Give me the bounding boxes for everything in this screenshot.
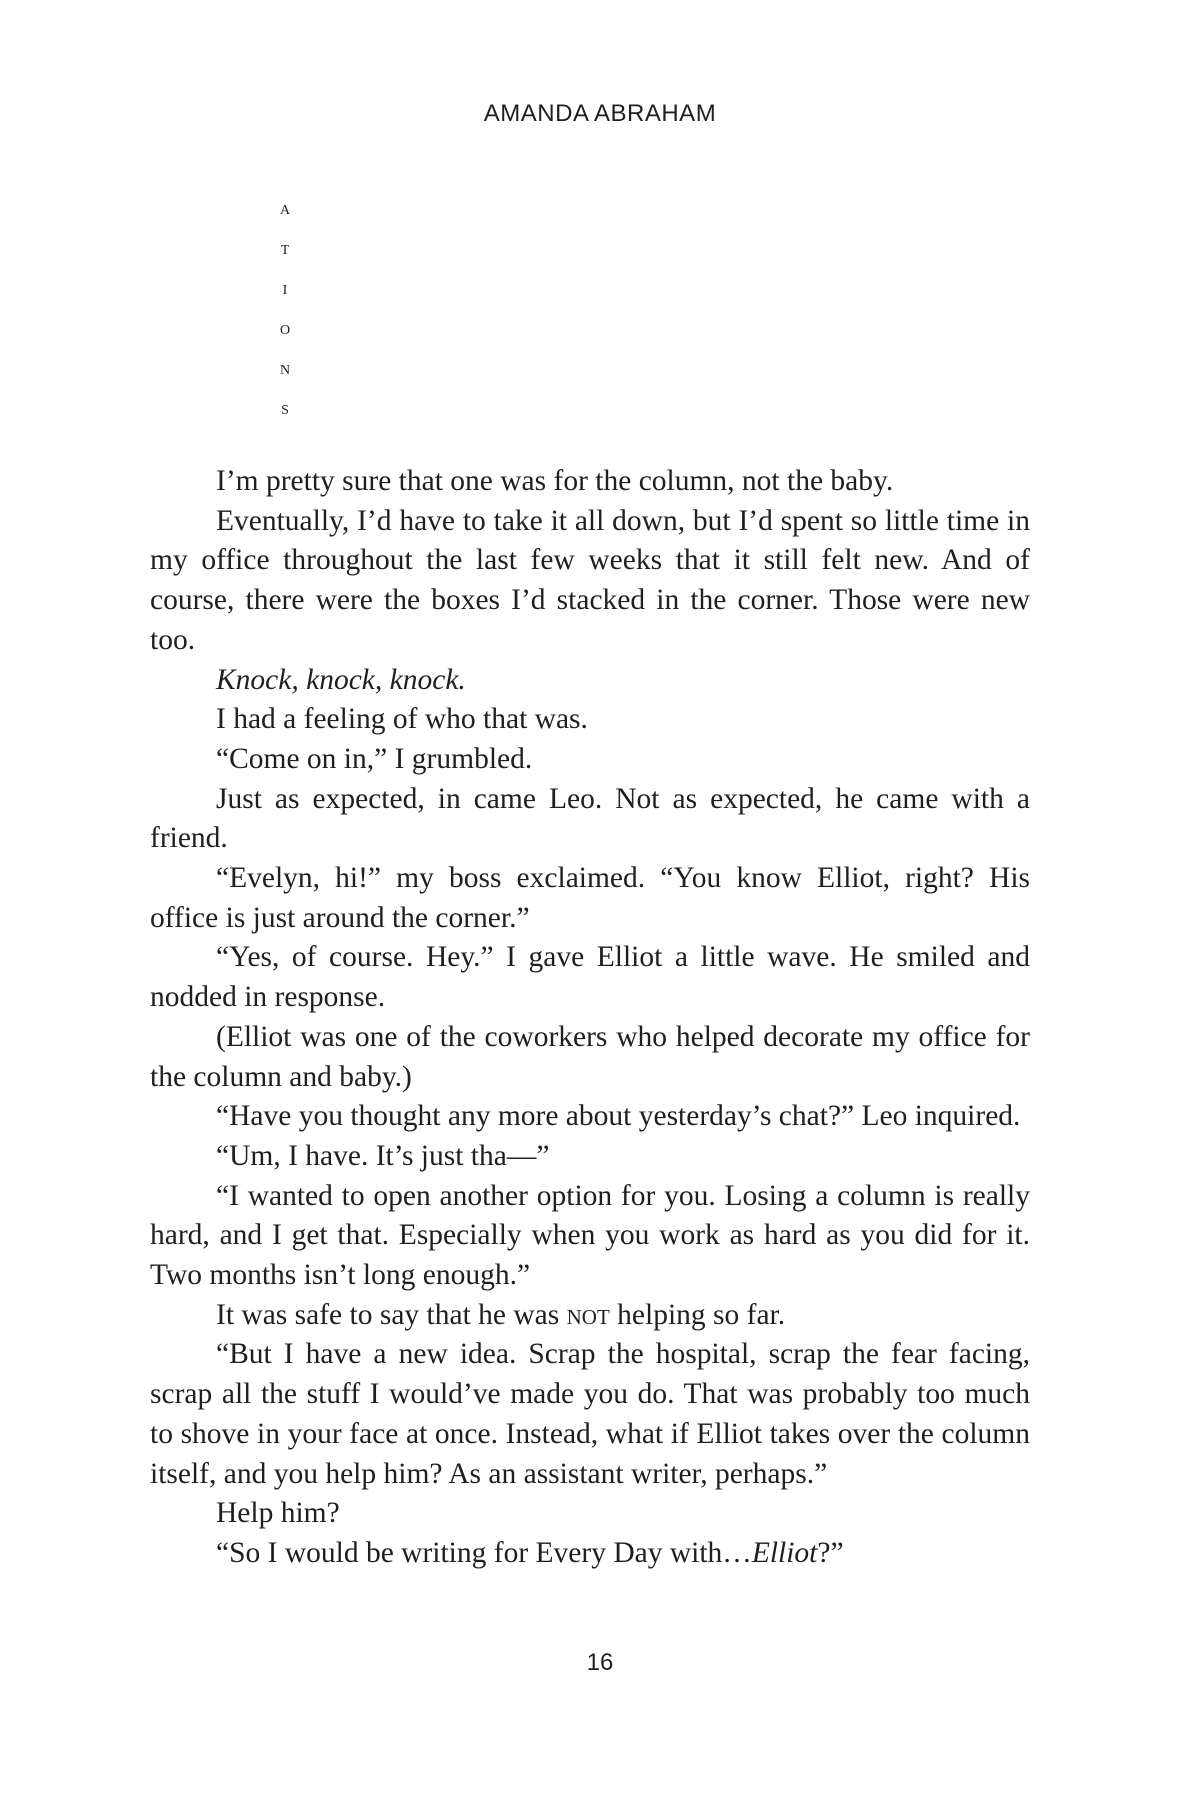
paragraph: “Evelyn, hi!” my boss exclaimed. “You know Elliot, right? His office is just around the corner.” bbox=[150, 862, 1030, 934]
vertical-letter: n bbox=[279, 357, 291, 379]
page-number: 16 bbox=[586, 1649, 614, 1676]
body-text bbox=[150, 462, 1030, 1574]
paragraph: I had a feeling of who that was. bbox=[216, 703, 588, 736]
vertical-letter: t bbox=[280, 237, 290, 259]
paragraph: “Come on in,” I grumbled. bbox=[216, 742, 533, 775]
paragraph: Eventually, I’d have to take it all down, but I’d spent so little time in my office throughout the last few weeks that it still felt new. And of course, there were the boxes I’d stacked in the corner. Those were new too. bbox=[150, 504, 1030, 656]
text-run: helping so far. bbox=[609, 1298, 786, 1331]
vertical-letter-column bbox=[270, 194, 300, 434]
text-run: “So I would be writing for Every Day with… bbox=[216, 1536, 752, 1569]
paragraph: “Um, I have. It’s just tha—” bbox=[216, 1139, 550, 1172]
paragraph bbox=[150, 1534, 1030, 1574]
vertical-letter: s bbox=[281, 397, 289, 419]
paragraph: “Have you thought any more about yesterday’s chat?” Leo inquired. bbox=[216, 1100, 1021, 1133]
paragraph: I’m pretty sure that one was for the column, not the baby. bbox=[216, 465, 894, 497]
italic-text: Knock, knock, knock. bbox=[216, 663, 466, 696]
paragraph bbox=[150, 1296, 1030, 1336]
paragraph bbox=[150, 661, 1030, 701]
paragraph: (Elliot was one of the coworkers who helped decorate my office for the column and baby.) bbox=[150, 1020, 1030, 1093]
vertical-letter: o bbox=[279, 317, 291, 339]
smallcaps-emphasis: not bbox=[566, 1298, 610, 1331]
text-run: It was safe to say that he was bbox=[216, 1298, 567, 1331]
running-head: AMANDA ABRAHAM bbox=[483, 100, 717, 127]
paragraph: Help him? bbox=[216, 1497, 340, 1530]
paragraph: “Yes, of course. Hey.” I gave Elliot a little wave. He smiled and nodded in response. bbox=[150, 941, 1030, 1014]
italic-text: Elliot bbox=[751, 1536, 818, 1569]
paragraph: “But I have a new idea. Scrap the hospital, scrap the fear facing, scrap all the stuff I would’ve made you do. That was probably too much to shove in your face at once. Instead, what if Elliot takes over the column itself, and you help him? As an assistant writer, perhaps.” bbox=[150, 1338, 1030, 1490]
paragraph: “I wanted to open another option for you. Losing a column is really hard, and I get that. Especially when you work as hard as you did for it. Two months isn’t long enough.” bbox=[150, 1179, 1030, 1292]
vertical-letter: a bbox=[279, 197, 291, 219]
vertical-letter: i bbox=[282, 277, 288, 299]
paragraph: Just as expected, in came Leo. Not as expected, he came with a friend. bbox=[150, 782, 1030, 855]
text-run: ?” bbox=[817, 1536, 844, 1569]
